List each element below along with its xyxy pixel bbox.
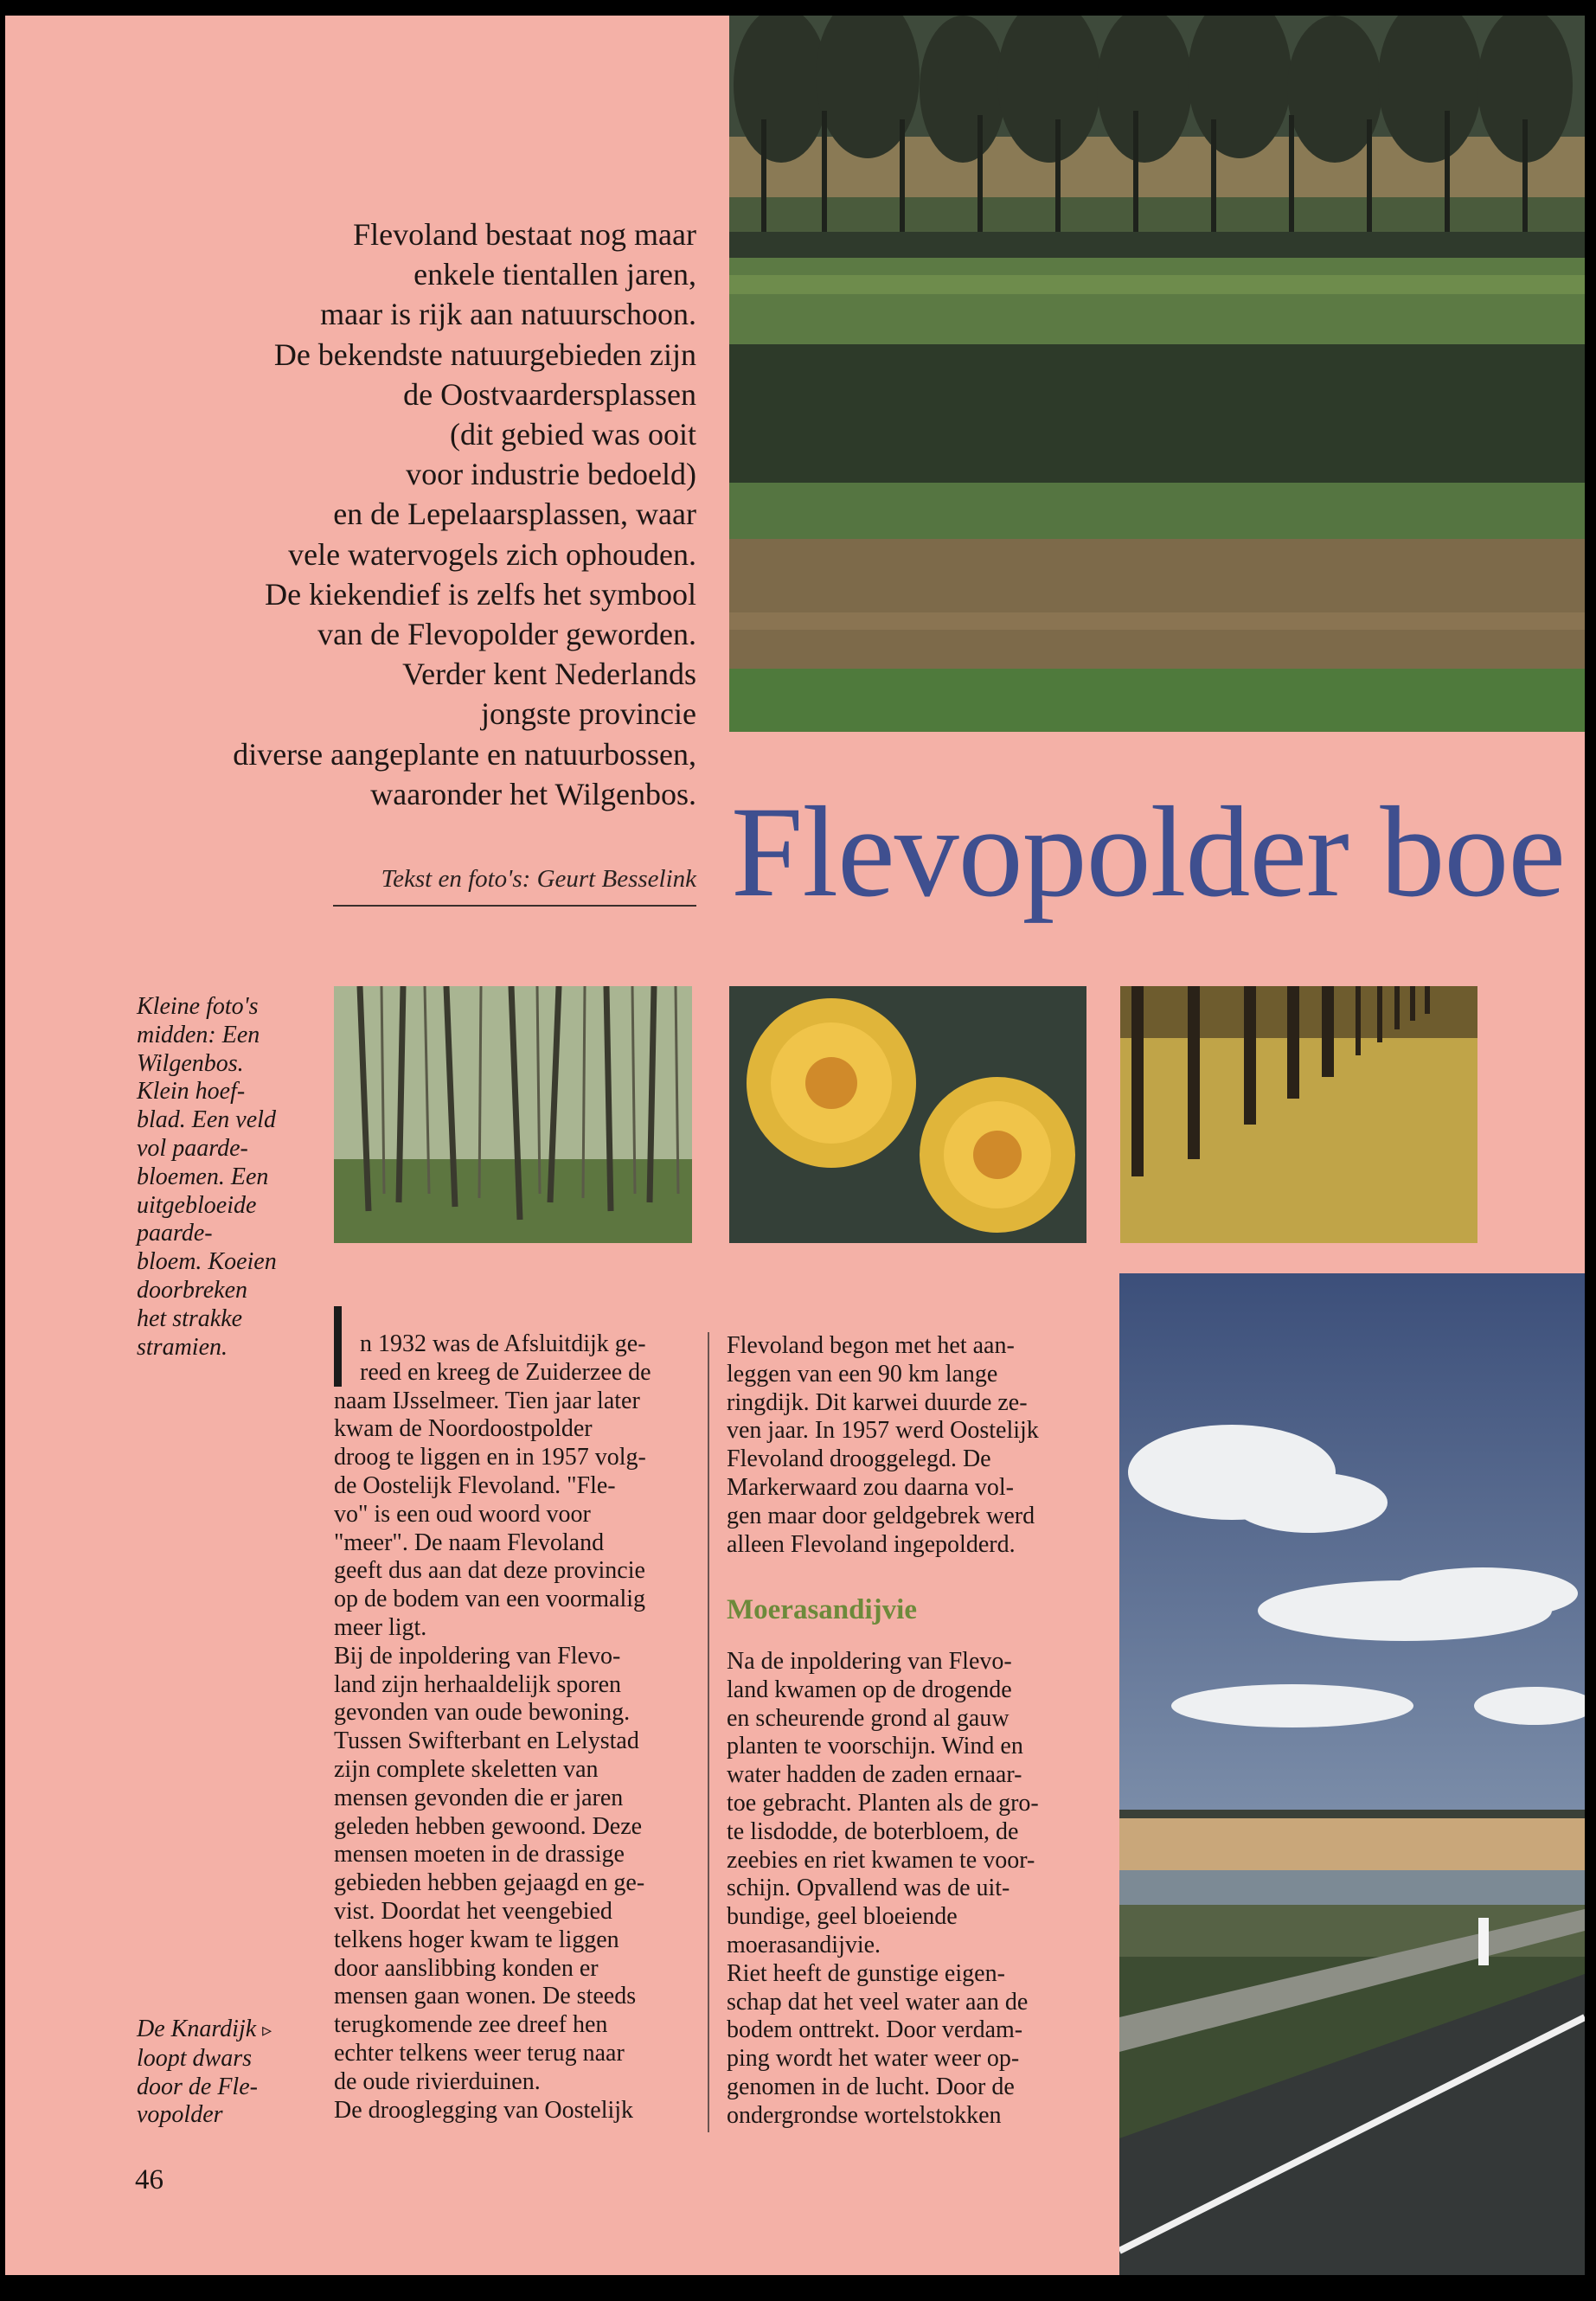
body-line: Flevoland drooggelegd. De xyxy=(727,1445,991,1473)
body-line: reed en kreeg de Zuiderzee de xyxy=(360,1358,651,1386)
page-headline: Flevopolder boe xyxy=(731,780,1565,924)
small-photos-caption xyxy=(137,993,277,1362)
author-credit: Tekst en foto's: Geurt Besselink xyxy=(381,865,696,893)
body-line: "meer". De naam Flevoland xyxy=(334,1529,605,1556)
column-divider xyxy=(708,1332,709,2132)
intro-line: De bekendste natuurgebieden zijn xyxy=(273,336,696,372)
credit-divider xyxy=(333,905,696,907)
intro-line: maar is rijk aan natuurschoon. xyxy=(320,297,696,332)
caption-line: loopt dwars xyxy=(137,2044,253,2072)
body-line: planten te voorschijn. Wind en xyxy=(727,1733,1023,1760)
body-line: door aanslibbing konden er xyxy=(334,1954,599,1982)
caption-line: blad. Een veld xyxy=(137,1106,276,1134)
body-line: ringdijk. Dit karwei duurde ze- xyxy=(727,1388,1028,1416)
body-line: gen maar door geldgebrek werd xyxy=(727,1502,1035,1529)
body-line: vist. Doordat het veengebied xyxy=(334,1897,612,1925)
body-line: Tussen Swifterbant en Lelystad xyxy=(334,1727,639,1755)
caption-line: midden: Een xyxy=(137,1021,260,1048)
caption-line: stramien. xyxy=(137,1333,228,1361)
page-number: 46 xyxy=(135,2164,163,2195)
photo-knardijk-road xyxy=(1119,1273,1585,2275)
knardijk-caption xyxy=(137,2016,272,2130)
body-line: de Oostelijk Flevoland. "Fle- xyxy=(334,1471,616,1499)
photo-hoefblad-flowers xyxy=(729,986,1086,1243)
body-line: terugkomende zee dreef hen xyxy=(334,2011,608,2039)
triangle-pointer-icon: ▹ xyxy=(262,2019,272,2041)
body-line: moerasandijvie. xyxy=(727,1931,881,1958)
caption-line: paarde- xyxy=(137,1220,213,1247)
caption-line: doorbreken xyxy=(137,1276,248,1304)
photo-field-landscape xyxy=(729,16,1585,732)
body-line: toe gebracht. Planten als de gro- xyxy=(727,1789,1039,1817)
body-line: mensen gaan wonen. De steeds xyxy=(334,1983,637,2010)
scan-border-top xyxy=(0,0,1596,16)
body-line: bodem onttrekt. Door verdam- xyxy=(727,2016,1023,2044)
intro-line: en de Lepelaarsplassen, waar xyxy=(333,497,696,532)
body-line: en scheurende grond al gauw xyxy=(727,1704,1010,1732)
body-line: Markerwaard zou daarna vol- xyxy=(727,1473,1014,1501)
body-column-2-top xyxy=(727,1332,1090,1559)
intro-line: diverse aangeplante en natuurbossen, xyxy=(233,736,696,772)
intro-line: van de Flevopolder geworden. xyxy=(317,617,696,652)
body-line: water hadden de zaden ernaar- xyxy=(727,1761,1022,1789)
body-line: op de bodem van een voormalig xyxy=(334,1586,646,1613)
intro-line: vele watervogels zich ophouden. xyxy=(288,536,696,572)
intro-line: waaronder het Wilgenbos. xyxy=(370,776,696,811)
body-line: n 1932 was de Afsluitdijk ge- xyxy=(360,1330,646,1357)
body-line: vo" is een oud woord voor xyxy=(334,1500,591,1528)
body-line: Flevoland begon met het aan- xyxy=(727,1332,1015,1359)
body-line: zeebies en riet kwamen te voor- xyxy=(727,1846,1035,1874)
body-line: gebieden hebben gejaagd en ge- xyxy=(334,1869,645,1897)
caption-line xyxy=(137,2016,272,2045)
body-line: meer ligt. xyxy=(334,1613,427,1641)
caption-text: De Knardijk xyxy=(137,2016,257,2042)
body-line: bundige, geel bloeiende xyxy=(727,1903,958,1931)
body-line: leggen van een 90 km lange xyxy=(727,1360,998,1388)
scan-border-bottom xyxy=(0,2275,1596,2301)
body-line: te lisdodde, de boterbloem, de xyxy=(727,1817,1019,1845)
body-column-2-bottom xyxy=(727,1648,1090,2131)
body-line: droog te liggen en in 1957 volg- xyxy=(334,1444,646,1471)
body-line: ondergrondse wortelstokken xyxy=(727,2101,1002,2129)
body-line: mensen gevonden die er jaren xyxy=(334,1784,624,1811)
body-line: zijn complete skeletten van xyxy=(334,1755,599,1783)
body-line: schijn. Opvallend was de uit- xyxy=(727,1875,1010,1902)
photo-dandelion-field xyxy=(1120,986,1477,1243)
intro-text xyxy=(130,215,696,814)
body-line: genomen in de lucht. Door de xyxy=(727,2073,1015,2100)
caption-line: Klein hoef- xyxy=(137,1078,246,1106)
body-line: geeft dus aan dat deze provincie xyxy=(334,1557,645,1585)
body-line: land kwamen op de drogende xyxy=(727,1676,1012,1703)
body-line: gevonden van oude bewoning. xyxy=(334,1699,631,1727)
body-line: geleden hebben gewoond. Deze xyxy=(334,1812,643,1840)
intro-line: Flevoland bestaat nog maar xyxy=(353,217,696,252)
body-line: Riet heeft de gunstige eigen- xyxy=(727,1959,1005,1987)
caption-line: bloem. Koeien xyxy=(137,1248,277,1276)
body-line: mensen moeten in de drassige xyxy=(334,1841,625,1868)
body-line: kwam de Noordoostpolder xyxy=(334,1415,593,1443)
intro-line: (dit gebied was ooit xyxy=(450,417,696,452)
intro-line: Verder kent Nederlands xyxy=(402,657,696,692)
body-line: ping wordt het water weer op- xyxy=(727,2045,1020,2073)
section-subhead: Moerasandijvie xyxy=(727,1594,917,1625)
caption-line: door de Fle- xyxy=(137,2073,258,2100)
caption-line: bloemen. Een xyxy=(137,1163,269,1190)
body-line: de oude rivierduinen. xyxy=(334,2067,541,2095)
intro-line: de Oostvaardersplassen xyxy=(403,376,696,412)
scan-border-left xyxy=(0,0,5,2301)
body-line: Bij de inpoldering van Flevo- xyxy=(334,1642,621,1670)
body-line: ven jaar. In 1957 werd Oostelijk xyxy=(727,1417,1039,1445)
caption-line: vol paarde- xyxy=(137,1134,248,1162)
caption-line: het strakke xyxy=(137,1304,243,1332)
caption-line: vopolder xyxy=(137,2101,223,2129)
scan-border-right xyxy=(1585,0,1596,2301)
body-line: Na de inpoldering van Flevo- xyxy=(727,1648,1012,1675)
caption-line: Kleine foto's xyxy=(137,993,259,1020)
caption-line: uitgebloeide xyxy=(137,1191,257,1219)
body-line: naam IJsselmeer. Tien jaar later xyxy=(334,1387,640,1414)
intro-line: De kiekendief is zelfs het symbool xyxy=(265,576,696,612)
body-line: echter telkens weer terug naar xyxy=(334,2039,625,2067)
body-line: alleen Flevoland ingepolderd. xyxy=(727,1530,1016,1558)
intro-line: enkele tientallen jaren, xyxy=(413,257,696,292)
body-line: schap dat het veel water aan de xyxy=(727,1988,1029,2016)
body-column-1 xyxy=(334,1330,697,2125)
caption-line: Wilgenbos. xyxy=(137,1049,244,1077)
photo-wilgenbos xyxy=(334,986,692,1243)
body-line: telkens hoger kwam te liggen xyxy=(334,1926,619,1953)
intro-line: voor industrie bedoeld) xyxy=(406,457,696,492)
intro-line: jongste provincie xyxy=(481,696,696,732)
body-line: De drooglegging van Oostelijk xyxy=(334,2096,634,2124)
body-line: land zijn herhaaldelijk sporen xyxy=(334,1670,621,1698)
